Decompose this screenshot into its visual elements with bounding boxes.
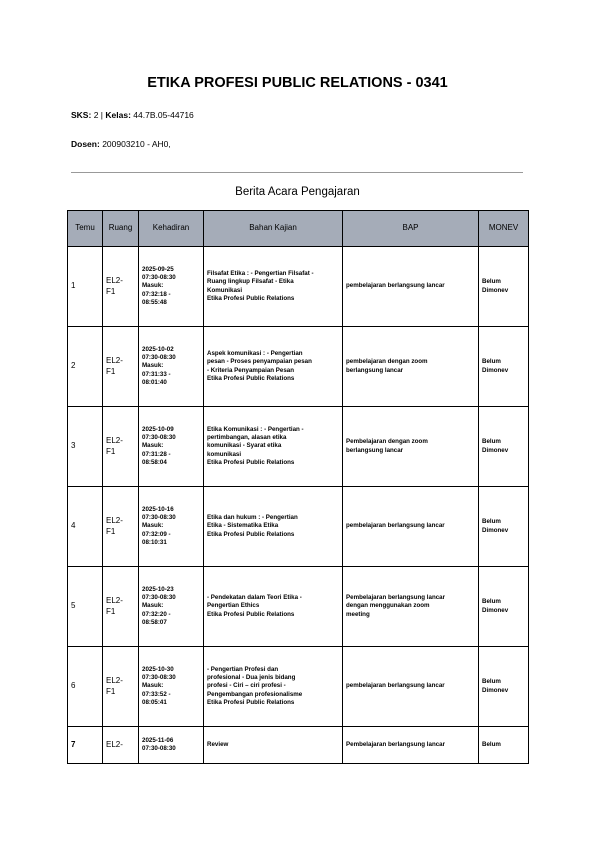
col-header-monev: MONEV bbox=[479, 211, 529, 247]
col-header-temu: Temu bbox=[68, 211, 103, 247]
cell-bap: pembelajaran berlangsung lancar bbox=[343, 487, 479, 567]
cell-bahan-kajian: Etika Komunikasi : - Pengertian - pertimbangan, alasan etika komunikasi - Syarat etika komunikasi Etika Profesi Public Relations bbox=[204, 407, 343, 487]
table-header-row bbox=[68, 211, 529, 247]
divider bbox=[71, 172, 523, 173]
dosen-label: Dosen: bbox=[71, 139, 100, 149]
page-title: ETIKA PROFESI PUBLIC RELATIONS - 0341 bbox=[147, 75, 448, 91]
table-row bbox=[68, 327, 529, 407]
cell-bap: pembelajaran dengan zoom berlangsung lancar bbox=[343, 327, 479, 407]
cell-bahan-kajian: Aspek komunikasi : - Pengertian pesan - Proses penyampaian pesan - Kriteria Penyampaian Pesan Etika Profesi Public Relations bbox=[204, 327, 343, 407]
cell-kehadiran: 2025-10-16 07:30-08:30 Masuk: 07:32:09 - 08:10:31 bbox=[139, 487, 204, 567]
cell-kehadiran: 2025-11-06 07:30-08:30 bbox=[139, 727, 204, 764]
cell-temu: 7 bbox=[68, 727, 103, 764]
cell-kehadiran: 2025-10-02 07:30-08:30 Masuk: 07:31:33 - 08:01:40 bbox=[139, 327, 204, 407]
cell-ruang: EL2- bbox=[103, 727, 139, 764]
cell-kehadiran: 2025-09-25 07:30-08:30 Masuk: 07:32:18 - 08:55:48 bbox=[139, 247, 204, 327]
cell-monev: Belum Dimonev bbox=[479, 487, 529, 567]
sks-label: SKS: bbox=[71, 110, 92, 120]
cell-ruang: EL2- F1 bbox=[103, 487, 139, 567]
cell-bap: Pembelajaran berlangsung lancar bbox=[343, 727, 479, 764]
cell-ruang: EL2- F1 bbox=[103, 407, 139, 487]
table-row bbox=[68, 407, 529, 487]
cell-ruang: EL2- F1 bbox=[103, 327, 139, 407]
cell-monev: Belum Dimonev bbox=[479, 247, 529, 327]
cell-bap: Pembelajaran dengan zoom berlangsung lancar bbox=[343, 407, 479, 487]
cell-temu: 1 bbox=[68, 247, 103, 327]
cell-monev: Belum Dimonev bbox=[479, 647, 529, 727]
table-row bbox=[68, 247, 529, 327]
table-row bbox=[68, 727, 529, 764]
col-header-ruang: Ruang bbox=[103, 211, 139, 247]
kelas-label: Kelas: bbox=[105, 110, 131, 120]
cell-kehadiran: 2025-10-09 07:30-08:30 Masuk: 07:31:28 - 08:58:04 bbox=[139, 407, 204, 487]
table-row bbox=[68, 487, 529, 567]
dosen-value: 200903210 - AH0, bbox=[102, 139, 171, 149]
cell-monev: Belum Dimonev bbox=[479, 407, 529, 487]
table-row bbox=[68, 647, 529, 727]
cell-kehadiran: 2025-10-30 07:30-08:30 Masuk: 07:33:52 - 08:05:41 bbox=[139, 647, 204, 727]
section-title: Berita Acara Pengajaran bbox=[235, 186, 360, 198]
cell-bap: Pembelajaran berlangsung lancar dengan menggunakan zoom meeting bbox=[343, 567, 479, 647]
cell-bap: pembelajaran berlangsung lancar bbox=[343, 247, 479, 327]
cell-temu: 5 bbox=[68, 567, 103, 647]
kelas-value: 44.7B.05-44716 bbox=[133, 110, 194, 120]
cell-temu: 4 bbox=[68, 487, 103, 567]
col-header-bahan-kajian: Bahan Kajian bbox=[204, 211, 343, 247]
cell-ruang: EL2- F1 bbox=[103, 247, 139, 327]
table-row bbox=[68, 567, 529, 647]
cell-kehadiran: 2025-10-23 07:30-08:30 Masuk: 07:32:20 - 08:58:07 bbox=[139, 567, 204, 647]
cell-monev: Belum Dimonev bbox=[479, 327, 529, 407]
cell-temu: 3 bbox=[68, 407, 103, 487]
teaching-record-table bbox=[67, 210, 529, 764]
sks-value: 2 bbox=[93, 110, 99, 120]
course-info bbox=[71, 110, 194, 120]
cell-monev: Belum bbox=[479, 727, 529, 764]
cell-bahan-kajian: - Pengertian Profesi dan profesional - Dua jenis bidang profesi - Ciri – ciri profesi - Pengembangan profesionalisme Etika Profesi Public Relations bbox=[204, 647, 343, 727]
cell-bahan-kajian: Review bbox=[204, 727, 343, 764]
cell-temu: 6 bbox=[68, 647, 103, 727]
cell-ruang: EL2- F1 bbox=[103, 647, 139, 727]
separator: | bbox=[100, 110, 104, 120]
col-header-kehadiran: Kehadiran bbox=[139, 211, 204, 247]
cell-bahan-kajian: Etika dan hukum : - Pengertian Etika - Sistematika Etika Etika Profesi Public Relations bbox=[204, 487, 343, 567]
col-header-bap: BAP bbox=[343, 211, 479, 247]
lecturer-info bbox=[71, 139, 171, 149]
cell-ruang: EL2- F1 bbox=[103, 567, 139, 647]
cell-bahan-kajian: Filsafat Etika : - Pengertian Filsafat - Ruang lingkup Filsafat - Etika Komunikasi Etika Profesi Public Relations bbox=[204, 247, 343, 327]
cell-temu: 2 bbox=[68, 327, 103, 407]
cell-bap: pembelajaran berlangsung lancar bbox=[343, 647, 479, 727]
cell-bahan-kajian: - Pendekatan dalam Teori Etika - Pengertian Ethics Etika Profesi Public Relations bbox=[204, 567, 343, 647]
cell-monev: Belum Dimonev bbox=[479, 567, 529, 647]
